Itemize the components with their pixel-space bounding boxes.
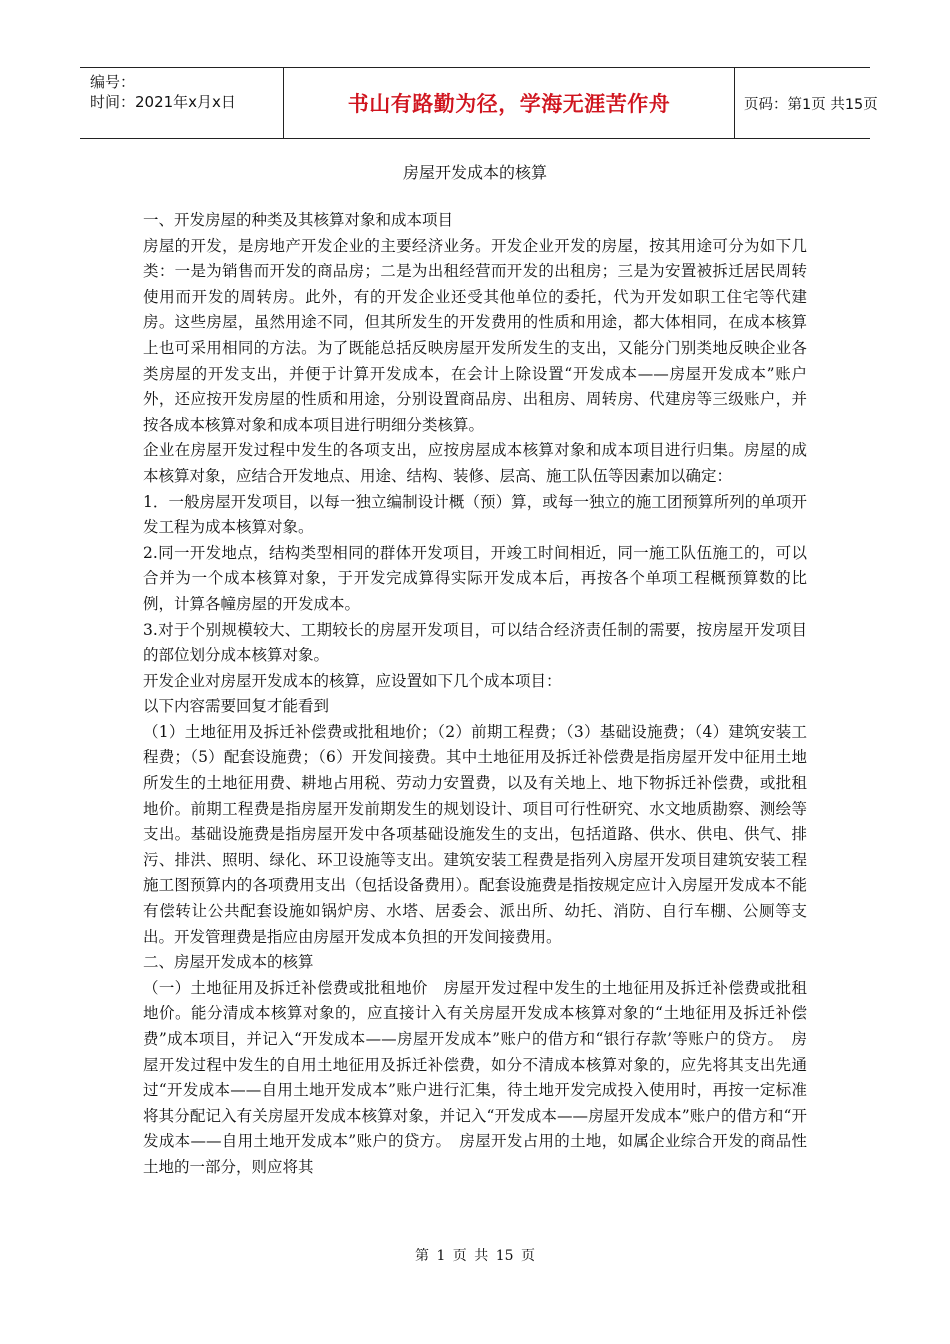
body-paragraph: （1）土地征用及拆迁补偿费或批租地价；（2）前期工程费；（3）基础设施费；（4）建筑安装工程费；（5）配套设施费；（6）开发间接费。其中土地征用及拆迁补偿费是指房屋开发中征用土地所发生的土地征用费、耕地占用税、劳动力安置费，以及有关地上、地下物拆迁补偿费，或批租地价。前期工程费是指房屋开发前期发生的规划设计、项目可行性研究、水文地质勘察、测绘等支出。基础设施费是指房屋开发中各项基础设施发生的支出，包括道路、供水、供电、供气、排污、排洪、照明、绿化、环卫设施等支出。建筑安装工程费是指列入房屋开发项目建筑安装工程施工图预算内的各项费用支出（包括设备费用）。配套设施费是指按规定应计入房屋开发成本不能有偿转让公共配套设施如锅炉房、水塔、居委会、派出所、幼托、消防、自行车棚、公厕等支出。开发管理费是指应由房屋开发成本负担的开发间接费用。 xyxy=(143,722,807,946)
body-paragraph: 开发企业对房屋开发成本的核算，应设置如下几个成本项目： xyxy=(143,671,562,690)
body-paragraph: （一）土地征用及拆迁补偿费或批租地价 房屋开发过程中发生的土地征用及拆迁补偿费或批租地价。能分清成本核算对象的，应直接计入有关房屋开发成本核算对象的“土地征用及拆迁补偿费”成本项目，并记入“开发成本——房屋开发成本”账户的借方和“银行存款’等账户的贷方。 房屋开发过程中发生的自用土地征用及拆迁补偿费，如分不清成本核算对象的，应先将其支出先通过“开发成本——自用土地开发成本”账户进行汇集，待土地开发完成投入使用时，再按一定标准将其分配记入有关房屋开发成本核算对象，并记入“开发成本——房屋开发成本”账户的借方和“开发成本——自用土地开发成本”账户的贷方。 房屋开发占用的土地，如属企业综合开发的商品性土地的一部分，则应将其 xyxy=(143,978,807,1176)
header-page-info: 页码：第1页 共15页 xyxy=(744,96,878,113)
section-heading-1: 一、开发房屋的种类及其核算对象和成本项目 xyxy=(143,211,454,229)
document-title: 房屋开发成本的核算 xyxy=(402,163,547,182)
document-body xyxy=(143,208,807,1181)
document-date: 时间：2021年x月x日 xyxy=(90,93,236,111)
page-footer: 第 1 页 共 15 页 xyxy=(415,1248,535,1264)
section-heading-2: 二、房屋开发成本的核算 xyxy=(143,953,314,972)
list-item-1: 1．一般房屋开发项目，以每一独立编制设计概（预）算，或每一独立的施工团预算所列的单项开发工程为成本核算对象。 xyxy=(143,492,807,537)
body-paragraph: 企业在房屋开发过程中发生的各项支出，应按房屋成本核算对象和成本项目进行归集。房屋的成本核算对象，应结合开发地点、用途、结构、装修、层高、施工队伍等因素加以确定： xyxy=(143,441,807,485)
list-item-2: 2.同一开发地点，结构类型相同的群体开发项目，开竣工时间相近，同一施工队伍施工的，可以合并为一个成本核算对象，于开发完成算得实际开发成本后，再按各个单项工程概预算数的比例，计算各幢房屋的开发成本。 xyxy=(143,543,807,613)
page-header xyxy=(80,67,878,139)
header-meta xyxy=(80,68,283,138)
header-page-cell xyxy=(734,68,878,138)
body-paragraph: 房屋的开发，是房地产开发企业的主要经济业务。开发企业开发的房屋，按其用途可分为如下几类：一是为销售而开发的商品房；二是为出租经营而开发的出租房；三是为安置被拆迁居民周转使用而开发的周转房。此外，有的开发企业还受其他单位的委托，代为开发如职工住宅等代建房。这些房屋，虽然用途不同，但其所发生的开发费用的性质和用途，都大体相同，在成本核算上也可采用相同的方法。为了既能总括反映房屋开发所发生的支出，又能分门别类地反映企业各类房屋的开发支出，并便于计算开发成本，在会计上除设置“开发成本——房屋开发成本”账户外，还应按开发房屋的性质和用途，分别设置商品房、出租房、周转房、代建房等三级账户，并按各成本核算对象和成本项目进行明细分类核算。 xyxy=(143,236,807,434)
document-number-label: 编号： xyxy=(90,73,136,91)
header-motto-cell xyxy=(283,68,735,138)
list-item-3: 3.对于个别规模较大、工期较长的房屋开发项目，可以结合经济责任制的需要，按房屋开发项目的部位划分成本核算对象。 xyxy=(143,620,807,665)
hidden-content-notice: 以下内容需要回复才能看到 xyxy=(143,697,330,716)
header-motto: 书山有路勤为径，学海无涯苦作舟 xyxy=(347,92,671,116)
